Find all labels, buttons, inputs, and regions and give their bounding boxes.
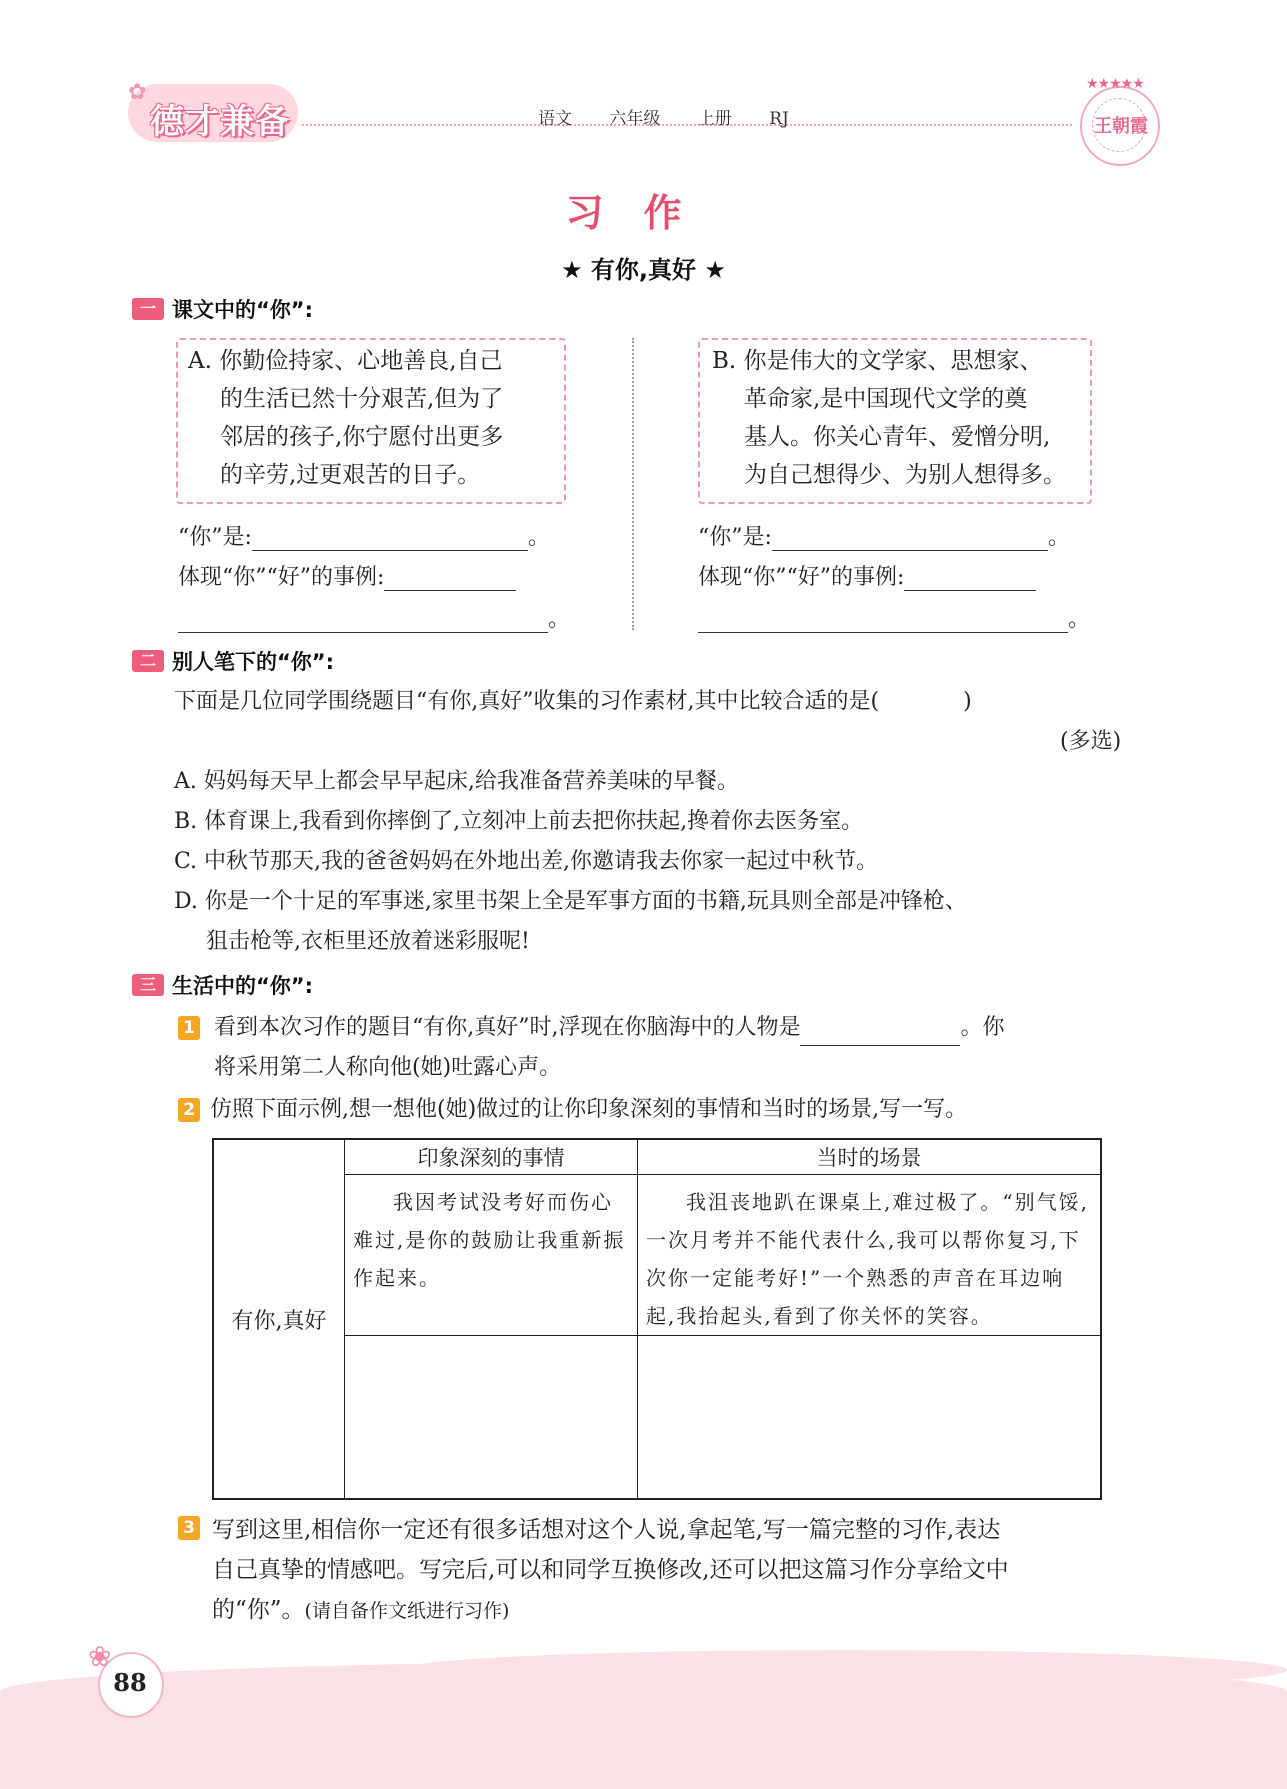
table-header-event: 印象深刻的事情 bbox=[345, 1139, 638, 1175]
table-answer-event[interactable] bbox=[345, 1336, 638, 1500]
writing-table bbox=[212, 1138, 1102, 1500]
question-close: ) bbox=[963, 689, 972, 714]
section1-title: 课文中的“你”: bbox=[172, 298, 314, 322]
palm-icon: ✿ bbox=[128, 80, 147, 105]
example-answer-a2[interactable] bbox=[178, 610, 548, 633]
question-text: 下面是几位同学围绕题目“有你,真好”收集的习作素材,其中比较合适的是( bbox=[174, 689, 880, 714]
q3-line: 写到这里,相信你一定还有很多话想对这个人说,拿起笔,写一篇完整的习作,表达 bbox=[212, 1517, 1001, 1543]
header-subject: 语文 bbox=[538, 109, 572, 129]
table-example-scene: 我沮丧地趴在课桌上,难过极了。“别气馁,一次月考并不能代表什么,我可以帮你复习,下次你一定能考好!”一个熟悉的声音在耳边响起,我抬起头,看到了你关怀的笑容。 bbox=[638, 1175, 1102, 1336]
option-b: B. 体育课上,我看到你摔倒了,立刻冲上前去把你扶起,搀着你去医务室。 bbox=[174, 809, 864, 834]
who-label: “你”是: bbox=[178, 525, 252, 550]
q3-note: (请自备作文纸进行习作) bbox=[304, 1600, 510, 1622]
example-label: 体现“你”“好”的事例: bbox=[698, 565, 905, 590]
section2-question bbox=[174, 684, 1154, 720]
passage-b-line: 革命家,是中国现代文学的奠 bbox=[744, 386, 1028, 412]
q3-number: 3 bbox=[178, 1516, 200, 1540]
example-label: 体现“你”“好”的事例: bbox=[178, 565, 385, 590]
passage-b-line: 为自己想得少、为别人想得多。 bbox=[744, 462, 1066, 488]
q2-number: 2 bbox=[178, 1098, 200, 1122]
example-line-a2 bbox=[178, 602, 570, 633]
passage-a-line: 的生活已然十分艰苦,但为了 bbox=[220, 386, 504, 412]
section2-title: 别人笔下的“你”: bbox=[172, 650, 335, 674]
passage-b bbox=[712, 342, 1090, 494]
passage-a bbox=[188, 342, 558, 494]
period: 。 bbox=[1047, 525, 1070, 550]
who-answer-b[interactable] bbox=[772, 528, 1048, 551]
period: 。 bbox=[1068, 607, 1091, 632]
passage-a-line: 你勤俭持家、心地善良,自己 bbox=[219, 348, 503, 374]
q3-line-last bbox=[212, 1590, 1182, 1631]
footer-wave bbox=[400, 1650, 1287, 1690]
dolphin-icon: ❀ bbox=[88, 1640, 112, 1673]
example-line-a bbox=[178, 560, 516, 591]
period: 。 bbox=[527, 525, 550, 550]
q1-text-c: 将采用第二人称向他(她)吐露心声。 bbox=[214, 1055, 562, 1080]
q2-text: 仿照下面示例,想一想他(她)做过的让你印象深刻的事情和当时的场景,写一写。 bbox=[210, 1097, 968, 1122]
header-volume: 上册 bbox=[697, 109, 732, 129]
who-line-b bbox=[698, 520, 1070, 551]
q1-text-b: 。你 bbox=[960, 1015, 1005, 1040]
logo: 德才兼备 bbox=[150, 102, 290, 142]
page-title: 习作 bbox=[565, 191, 722, 235]
example-line-b2 bbox=[698, 602, 1090, 633]
section3-title: 生活中的“你”: bbox=[172, 974, 314, 998]
passage-a-line: 的辛劳,过更艰苦的日子。 bbox=[220, 462, 481, 488]
page-subtitle: ★ 有你,真好 ★ bbox=[561, 256, 726, 284]
q3-line: 自己真挚的情感吧。写完后,可以和同学互换修改,还可以把这篇习作分享给文中 bbox=[212, 1557, 1009, 1583]
q3-text bbox=[212, 1510, 1182, 1631]
period: 。 bbox=[548, 607, 571, 632]
section3-badge: 三 bbox=[132, 974, 164, 996]
example-line-b bbox=[698, 560, 1036, 591]
example-answer-b2[interactable] bbox=[698, 610, 1068, 633]
passage-a-label: A. bbox=[188, 348, 212, 374]
example-answer-b[interactable] bbox=[904, 568, 1036, 591]
passage-b-line: 基人。你关心青年、爱憎分明, bbox=[744, 424, 1051, 450]
table-row-head: 有你,真好 bbox=[213, 1139, 345, 1499]
option-d: D. 你是一个十足的军事迷,家里书架上全是军事方面的书籍,玩具则全部是冲锋枪、 bbox=[174, 889, 967, 914]
table-answer-scene[interactable] bbox=[638, 1336, 1102, 1500]
header-grade: 六年级 bbox=[609, 109, 661, 129]
who-answer-a[interactable] bbox=[252, 528, 528, 551]
multi-select-note: (多选) bbox=[1060, 729, 1122, 754]
page-number: 88 bbox=[113, 1668, 147, 1697]
table-example-event: 我因考试没考好而伤心难过,是你的鼓励让我重新振作起来。 bbox=[345, 1175, 638, 1336]
option-c: C. 中秋节那天,我的爸爸妈妈在外地出差,你邀请我去你家一起过中秋节。 bbox=[174, 849, 879, 874]
seal-stars: ★★★★★ bbox=[1086, 76, 1144, 92]
q1-text bbox=[214, 1010, 1174, 1046]
q3-line3: 的“你”。 bbox=[212, 1597, 305, 1623]
q1-number: 1 bbox=[178, 1016, 200, 1040]
example-answer-a[interactable] bbox=[384, 568, 516, 591]
seal-text: 王朝霞 bbox=[1094, 116, 1148, 137]
header-edition: RJ bbox=[769, 109, 789, 129]
table-header-scene: 当时的场景 bbox=[638, 1139, 1102, 1175]
section2-badge: 二 bbox=[132, 650, 164, 672]
option-d-cont: 狙击枪等,衣柜里还放着迷彩服呢! bbox=[206, 929, 530, 954]
column-divider bbox=[632, 338, 634, 630]
who-line-a bbox=[178, 520, 550, 551]
passage-b-label: B. bbox=[712, 348, 737, 374]
passage-b-line: 你是伟大的文学家、思想家、 bbox=[743, 348, 1043, 374]
who-label: “你”是: bbox=[698, 525, 772, 550]
passage-a-line: 邻居的孩子,你宁愿付出更多 bbox=[220, 424, 504, 450]
option-a: A. 妈妈每天早上都会早早起床,给我准备营养美味的早餐。 bbox=[174, 769, 739, 794]
q1-text-a: 看到本次习作的题目“有你,真好”时,浮现在你脑海中的人物是 bbox=[214, 1015, 801, 1040]
section1-badge: 一 bbox=[132, 298, 164, 320]
q1-answer[interactable] bbox=[800, 1019, 960, 1046]
header-meta bbox=[538, 104, 811, 129]
